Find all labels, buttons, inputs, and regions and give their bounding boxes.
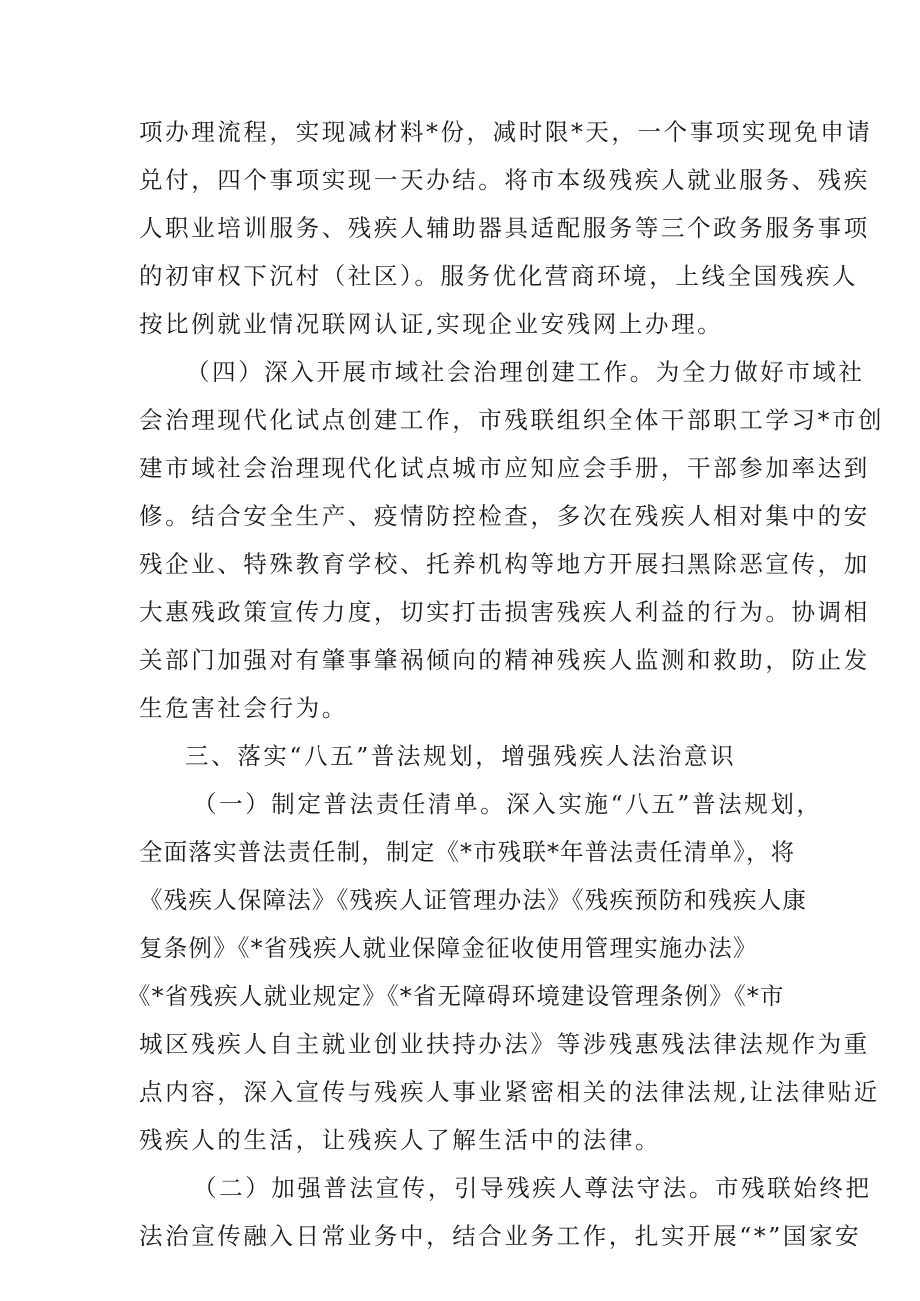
text-line: 人职业培训服务、残疾人辅助器具适配服务等三个政务服务事项 (139, 214, 870, 242)
text-line: 大惠残政策宣传力度，切实打击损害残疾人利益的行为。协调相 (139, 598, 870, 626)
text-line: 兑付，四个事项实现一天办结。将市本级残疾人就业服务、残疾 (139, 166, 870, 194)
text-line: 关部门加强对有肇事肇祸倾向的精神残疾人监测和救助，防止发 (139, 646, 870, 674)
text-line: 点内容，深入宣传与残疾人事业紧密相关的法律法规,让法律贴近 (139, 1078, 880, 1106)
paragraph-heading-4: （四）深入开展市域社会治理创建工作。为全力做好市域社 (186, 358, 865, 386)
text-line: 城区残疾人自主就业创业扶持办法》等涉残惠残法律法规作为重 (139, 1030, 870, 1058)
text-line: 复条例》《*省残疾人就业保障金征收使用管理实施办法》 (139, 934, 758, 962)
text-line: 全面落实普法责任制，制定《*市残联*年普法责任清单》，将 (139, 838, 796, 866)
text-line: 建市域社会治理现代化试点城市应知应会手册，干部参加率达到 (139, 454, 870, 482)
text-line: 残疾人的生活，让残疾人了解生活中的法律。 (139, 1126, 661, 1154)
paragraph-heading-1: （一）制定普法责任清单。深入实施“八五”普法规划， (193, 790, 823, 818)
text-line: 残企业、特殊教育学校、托养机构等地方开展扫黑除恶宣传，加 (139, 550, 870, 578)
text-line: 生危害社会行为。 (139, 694, 348, 722)
paragraph-heading-2: （二）加强普法宣传，引导残疾人尊法守法。市残联始终把 (193, 1174, 872, 1202)
text-line: 《残疾人保障法》《残疾人证管理办法》《残疾预防和残疾人康 (139, 886, 808, 914)
text-line: 法治宣传融入日常业务中，结合业务工作，扎实开展“*”国家安 (139, 1222, 862, 1250)
text-line: 项办理流程，实现减材料*份，减时限*天，一个事项实现免申请 (139, 118, 873, 146)
section-heading-3: 三、落实“八五”普法规划，增强残疾人法治意识 (185, 742, 737, 770)
text-line: 《*省残疾人就业规定》《*省无障碍环境建设管理条例》《*市 (127, 982, 785, 1010)
text-line: 会治理现代化试点创建工作，市残联组织全体干部职工学习*市创 (139, 406, 885, 434)
text-line: 修。结合安全生产、疫情防控检查，多次在残疾人相对集中的安 (139, 502, 870, 530)
text-line: 的初审权下沉村（社区）。服务优化营商环境，上线全国残疾人 (139, 262, 859, 290)
text-line: 按比例就业情况联网认证,实现企业安残网上办理。 (139, 310, 724, 338)
